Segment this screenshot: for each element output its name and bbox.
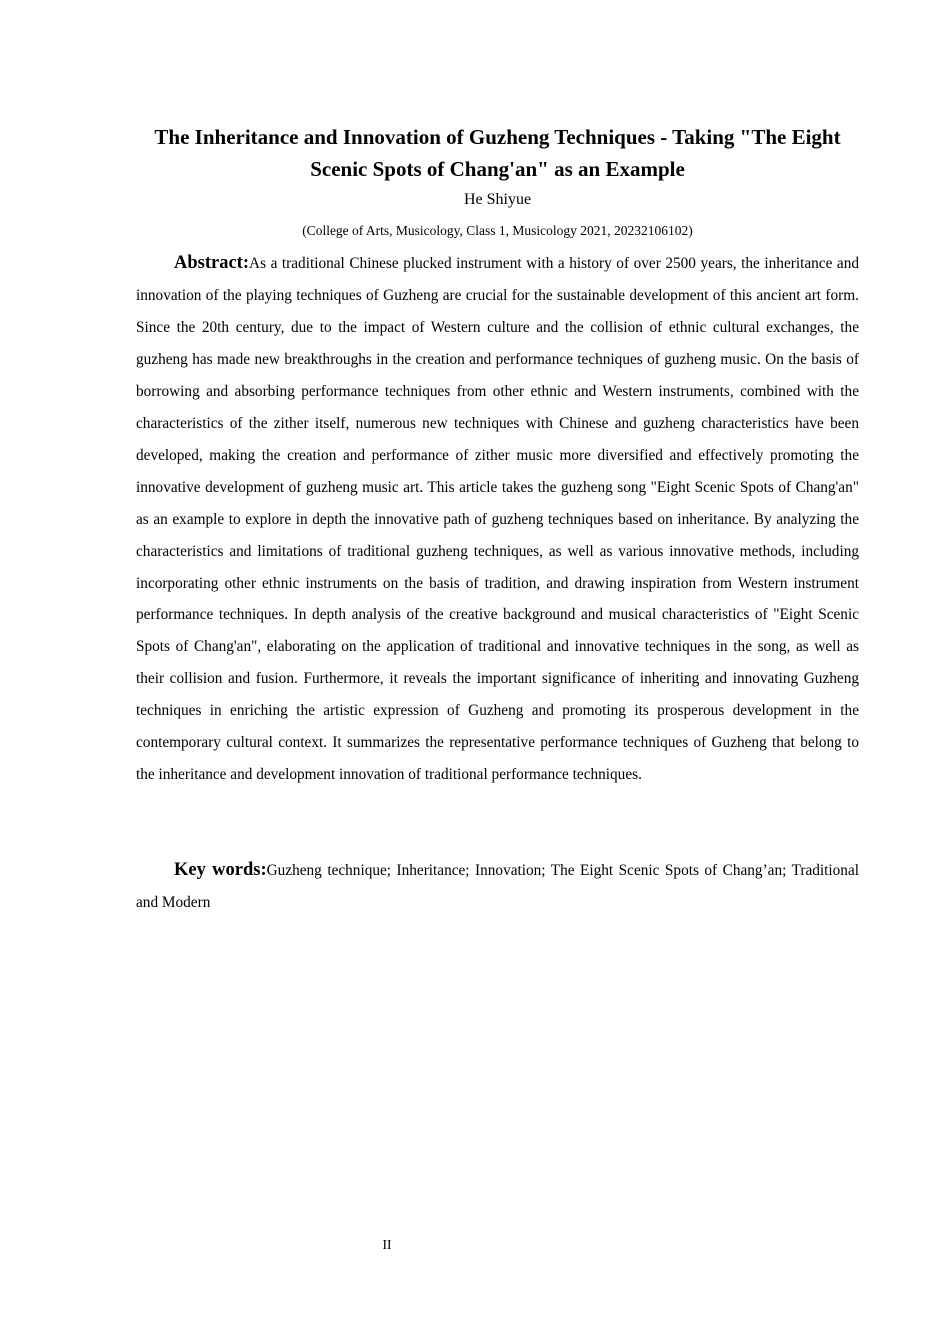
- abstract-text: As a traditional Chinese plucked instrument with a history of over 2500 years, the inheritance and innovation of the playing techniques of Guzheng are crucial for the sustainable development of this ancient art form. Since the 20th century, due to the impact of Western culture and the collision of ethnic cultural exchanges, the guzheng has made new breakthroughs in the creation and performance techniques of guzheng music. On the basis of borrowing and absorbing performance techniques from other ethnic and Western instruments, combined with the characteristics of the zither itself, numerous new techniques with Chinese and guzheng characteristics have been developed, making the creation and performance of zither music more diversified and effectively promoting the innovative development of guzheng music art. This article takes the guzheng song "Eight Scenic Spots of Chang'an" as an example to explore in depth the innovative path of guzheng techniques based on inheritance. By analyzing the characteristics and limitations of traditional guzheng techniques, as well as various innovative methods, including incorporating other ethnic instruments on the basis of tradition, and drawing inspiration from Western instrument performance techniques. In depth analysis of the creative background and musical characteristics of "Eight Scenic Spots of Chang'an", elaborating on the application of traditional and innovative techniques in the song, as well as their collision and fusion. Furthermore, it reveals the important significance of inheriting and innovating Guzheng techniques in enriching the artistic expression of Guzheng and promoting its prosperous development in the contemporary cultural context. It summarizes the representative performance techniques of Guzheng that belong to the inheritance and development innovation of traditional performance techniques.: [136, 255, 859, 784]
- paper-title: The Inheritance and Innovation of Guzheng Techniques - Taking "The Eight Scenic Spots of Chang'an" as an Example: [154, 125, 841, 181]
- page-number: II: [382, 1237, 392, 1252]
- author-affiliation: (College of Arts, Musicology, Class 1, Musicology 2021, 20232106102): [302, 223, 693, 238]
- author-name: He Shiyue: [463, 191, 532, 208]
- keywords-text: Guzheng technique; Inheritance; Innovation; The Eight Scenic Spots of Chang’an; Traditional and Modern: [136, 862, 859, 911]
- keywords-label: Key words:: [174, 860, 267, 880]
- keywords-paragraph: [136, 855, 859, 918]
- abstract-paragraph: [136, 248, 859, 791]
- abstract-label: Abstract:: [174, 253, 250, 273]
